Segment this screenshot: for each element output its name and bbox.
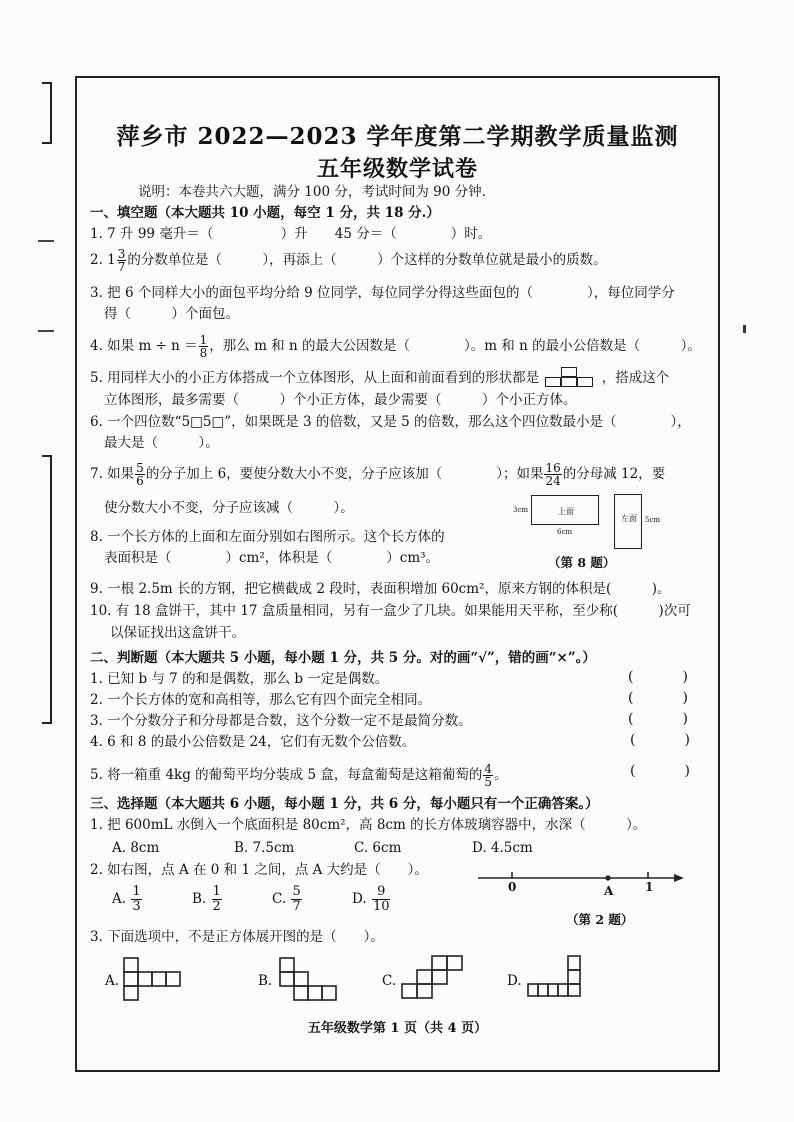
- exam-subtitle: 五年级数学试卷: [316, 156, 478, 182]
- option[interactable]: C. 6cm: [354, 840, 402, 856]
- number-line-figure: [470, 862, 690, 902]
- answer-blank[interactable]: ( ): [628, 669, 688, 685]
- binding-margin-bracket: [42, 455, 52, 724]
- exam-title: 萍乡市 2022—2023 学年度第二学期教学质量监测: [116, 123, 679, 150]
- fraction: $\frac{3}{7}$: [117, 247, 126, 274]
- cube-net-option-d: [526, 955, 584, 1001]
- answer-blank[interactable]: ( ): [628, 711, 688, 727]
- number-line-label: 1: [645, 880, 654, 894]
- option[interactable]: A. 8cm: [112, 840, 160, 856]
- figure-caption: （第 8 题）: [548, 555, 616, 570]
- question-1-8-line-2: 表面积是（ ）cm²，体积是（ ）cm³。: [104, 550, 440, 566]
- cube-net-option-c: [400, 955, 468, 1001]
- number-line-label: 0: [508, 880, 517, 894]
- margin-mark: [743, 325, 746, 333]
- section-3-heading: 三、选择题（本大题共 6 小题，每小题 1 分，共 6 分，每小题只有一个正确答案。）: [90, 796, 599, 812]
- dimension-label: 5cm: [645, 516, 661, 524]
- question-1-6-line-1: 6. 一个四位数“5□5□”，如果既是 3 的倍数，又是 5 的倍数，那么这个四位数最小是（ ），: [90, 414, 691, 430]
- question-1-3-line-1: 3. 把 6 个同样大小的面包平均分给 9 位同学，每位同学分得这些面包的（ ），每位同学分: [90, 285, 675, 301]
- option[interactable]: D. 4.5cm: [472, 840, 533, 856]
- view-shape-figure: [545, 371, 595, 387]
- binding-margin-bracket: [42, 82, 52, 144]
- page-footer: 五年级数学第 1 页（共 4 页）: [307, 1021, 488, 1036]
- section-1-heading: 一、填空题（本大题共 10 小题，每空 1 分，共 18 分.）: [90, 205, 440, 221]
- option[interactable]: C. $\frac{5}{7}$: [272, 884, 301, 914]
- fraction: $\frac{16}{24}$: [545, 461, 561, 488]
- top-face-rectangle: [531, 495, 599, 525]
- judge-item: 2. 一个长方体的宽和高相等，那么它有四个面完全相同。: [90, 692, 432, 708]
- question-3-3: 3. 下面选项中，不是正方体展开图的是（ ）。: [90, 929, 384, 945]
- margin-mark: [38, 330, 54, 332]
- section-2-heading: 二、判断题（本大题共 5 小题，每小题 1 分，共 5 分。对的画“√”，错的画“×”。）: [90, 650, 596, 666]
- question-3-2: 2. 如右图，点 A 在 0 和 1 之间，点 A 大约是（ ）。: [90, 862, 428, 878]
- cube-net-option-b: [278, 957, 342, 1003]
- question-1-7-line-2: 使分数大小不变，分子应该减（ ）。: [104, 500, 354, 516]
- answer-blank[interactable]: ( ): [628, 690, 688, 706]
- question-1-3-line-2: 得（ ）个面包。: [104, 306, 239, 322]
- question-1-7-line-1: 7. 如果 $\frac{5}{6}$ 的分子加上 6，要使分数大小不变，分子应该加（ ）；如果 $\frac{16}{24}$ 的分母减 12，要: [90, 461, 666, 488]
- figure-caption: （第 2 题）: [566, 912, 634, 927]
- question-1-10-line-1: 10. 有 18 盒饼干，其中 17 盒质量相同，另有一盒少了几块。如果能用天平称，至少称( )次可: [90, 603, 691, 619]
- question-1-10-line-2: 以保证找出这盒饼干。: [110, 625, 245, 641]
- question-1-9: 9. 一根 2.5m 长的方钢，把它横截成 2 段时，表面积增加 60cm²，原来方钢的体积是( )。: [90, 581, 671, 597]
- option-label[interactable]: D.: [507, 973, 522, 989]
- option[interactable]: D. $\frac{9}{10}$: [352, 884, 390, 914]
- option-label[interactable]: C.: [382, 973, 397, 989]
- option-label[interactable]: A.: [105, 973, 120, 989]
- answer-blank[interactable]: ( ): [630, 763, 690, 779]
- dimension-label: 3cm: [513, 506, 529, 514]
- margin-mark: [38, 240, 54, 242]
- question-3-1: 1. 把 600mL 水倒入一个底面积是 80cm²，高 8cm 的长方体玻璃容器中，水深（ ）。: [90, 817, 647, 833]
- fraction: $\frac{5}{6}$: [136, 461, 144, 488]
- judge-item: 3. 一个分数分子和分母都是合数，这个分数一定不是最简分数。: [90, 713, 472, 729]
- fraction: $\frac{4}{5}$: [484, 762, 492, 789]
- left-face-label: 左面: [621, 514, 637, 523]
- fraction: $\frac{1}{8}$: [199, 333, 208, 360]
- option-label[interactable]: B.: [258, 973, 273, 989]
- judge-item: 4. 6 和 8 的最小公倍数是 24，它们有无数个公倍数。: [90, 734, 416, 750]
- option[interactable]: B. $\frac{1}{2}$: [192, 884, 221, 914]
- left-face-rectangle: [614, 494, 642, 549]
- exam-instructions: 说明：本卷共六大题，满分 100 分，考试时间为 90 分钟.: [138, 184, 486, 200]
- question-1-8-line-1: 8. 一个长方体的上面和左面分别如右图所示。这个长方体的: [90, 529, 445, 545]
- question-1-5-line-1: 5. 用同样大小的小正方体搭成一个立体图形，从上面和前面看到的形状都是 ，搭成这个: [90, 369, 669, 387]
- judge-item: 5. 将一箱重 4kg 的葡萄平均分装成 5 盒，每盒葡萄是这箱葡萄的 $\frac{4}{5}$ 。: [90, 762, 508, 789]
- answer-blank[interactable]: ( ): [630, 732, 690, 748]
- question-1-6-line-2: 最大是（ ）。: [104, 435, 219, 451]
- judge-item: 1. 已知 b 与 7 的和是偶数，那么 b 一定是偶数。: [90, 671, 389, 687]
- question-1-1: 1. 7 升 99 毫升＝（ ）升 45 分＝（ ）时。: [90, 226, 492, 242]
- question-1-4: 4. 如果 m ÷ n ＝ $\frac{1}{8}$ ，那么 m 和 n 的最大公因数是（ ）。m 和 n 的最小公倍数是（ ）。: [90, 333, 701, 360]
- dimension-label: 6cm: [557, 528, 573, 536]
- question-1-5-line-2: 立体图形，最多需要（ ）个小正方体，最少需要（ ）个小正方体。: [104, 392, 577, 408]
- option[interactable]: B. 7.5cm: [234, 840, 295, 856]
- option[interactable]: A. $\frac{1}{3}$: [112, 884, 141, 914]
- number-line-label: A: [604, 884, 614, 898]
- cube-net-option-a: [122, 957, 190, 1003]
- question-1-2: 2. 1 $\frac{3}{7}$ 的分数单位是（ ），再添上（ ）个这样的分数单位就是最小的质数。: [90, 247, 607, 274]
- top-face-label: 上面: [558, 507, 574, 516]
